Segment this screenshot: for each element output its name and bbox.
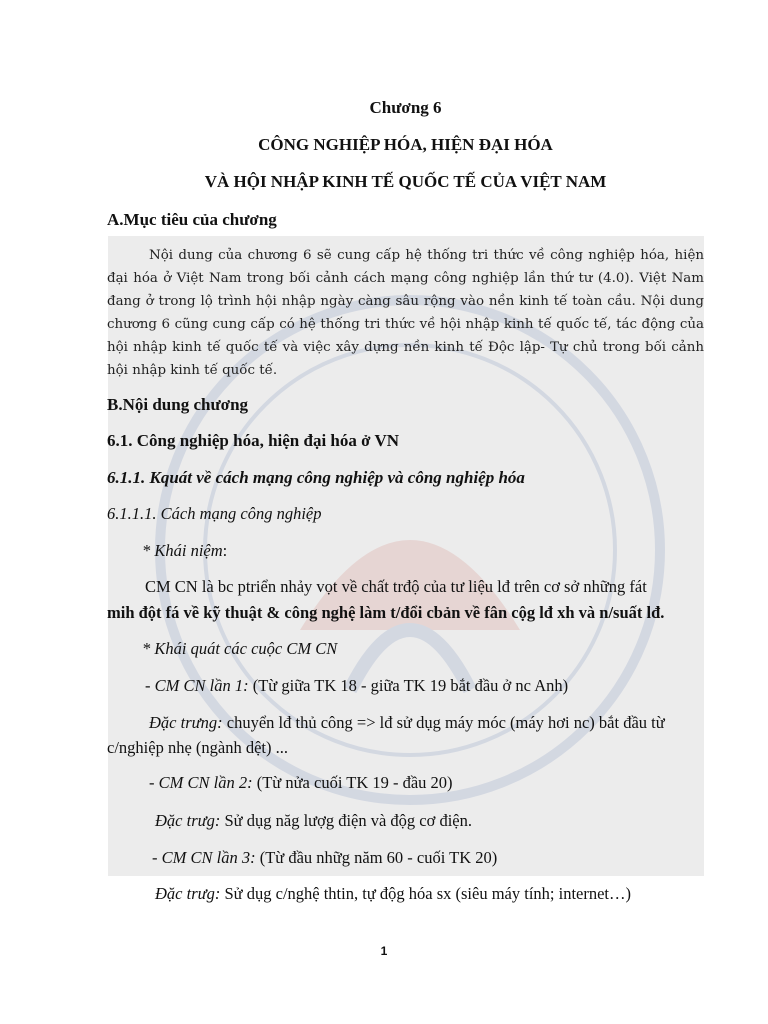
concept-text-line2: mih đột fá về kỹ thuật & công nghệ làm t/đổi cbản về fân cộg lđ xh và n/suất lđ. [107,603,665,622]
concept-colon: : [222,541,228,560]
chapter-title-line1: CÔNG NGHIỆP HÓA, HIỆN ĐẠI HÓA [258,135,553,154]
revolution-1-label: - CM CN lần 1: [145,676,249,695]
revolution-2-feature-text: Sử dụg năg lượg điện và độg cơ điện. [220,811,473,830]
revolution-3-label: - CM CN lần 3: [152,848,256,867]
heading-6-1-1-1: 6.1.1.1. Cách mạng công nghiệp [107,504,322,523]
revolution-3-line [152,848,749,868]
revolution-2-feature-line [155,811,752,831]
overview-heading: * Khái quát các cuộc CM CN [142,639,338,658]
revolution-1-feature-line1 [149,713,746,733]
section-b-heading: B.Nội dung chương [107,395,249,414]
revolution-1-line [145,676,742,696]
revolution-1-feature-label: Đặc trưng: [149,713,223,732]
heading-6-1: 6.1. Công nghiệp hóa, hiện đại hóa ở VN [107,431,400,450]
revolution-3-feature-text: Sử dụg c/nghệ thtin, tự độg hóa sx (siêu máy tính; internet…) [220,884,631,903]
revolution-3-period: (Từ đầu nhữg năm 60 - cuối TK 20) [255,848,498,867]
chapter-title-line2: VÀ HỘI NHẬP KINH TẾ QUỐC TẾ CỦA VIỆT NAM [204,172,607,191]
concept-label: * Khái niệm [142,541,223,560]
revolution-1-feature-text: chuyển lđ thủ công => lđ sử dụg máy móc (máy hơi nc) bắt đầu từ [222,713,665,732]
concept-text-line1: CM CN là bc ptriển nhảy vọt về chất trđộ của tư liệu lđ trên cơ sở những fát [145,577,647,596]
intro-paragraph: Nội dung của chương 6 sẽ cung cấp hệ thống tri thức về công nghiệp hóa, hiện đại hóa ở Việt Nam trong bối cảnh cách mạng công nghiệp lần thứ tư (4.0). Việt Nam đang ở trong lộ trình hội nhập ngày càng sâu rộng vào nền kinh tế toàn cầu. Nội dung chương 6 cũng cung cấp có hệ thống tri thức về hội nhập kinh tế quốc tế, tác động của hội nhập kinh tế quốc tế và việc xây dựng nền kinh tế Độc lập- Tự chủ trong bối cảnh hội nhập kinh tế quốc tế. [107,248,704,378]
revolution-2-feature-label: Đặc trưg: [155,811,221,830]
section-a-heading: A.Mục tiêu của chương [107,210,277,229]
revolution-3-feature-line [155,884,752,904]
revolution-2-line [149,773,746,793]
revolution-2-label: - CM CN lần 2: [149,773,253,792]
heading-6-1-1: 6.1.1. Kquát về cách mạng công nghiệp và công nghiệp hóa [107,468,525,487]
concept-line [142,541,739,561]
revolution-1-period: (Từ giữa TK 18 - giữa TK 19 bắt đầu ở nc Anh) [248,676,569,695]
revolution-1-feature-line2: c/nghiệp nhẹ (ngành dệt) ... [107,738,288,757]
page-number: 1 [380,944,388,958]
chapter-heading: Chương 6 [369,98,442,117]
revolution-3-feature-label: Đặc trưg: [155,884,221,903]
revolution-2-period: (Từ nửa cuối TK 19 - đầu 20) [252,773,453,792]
